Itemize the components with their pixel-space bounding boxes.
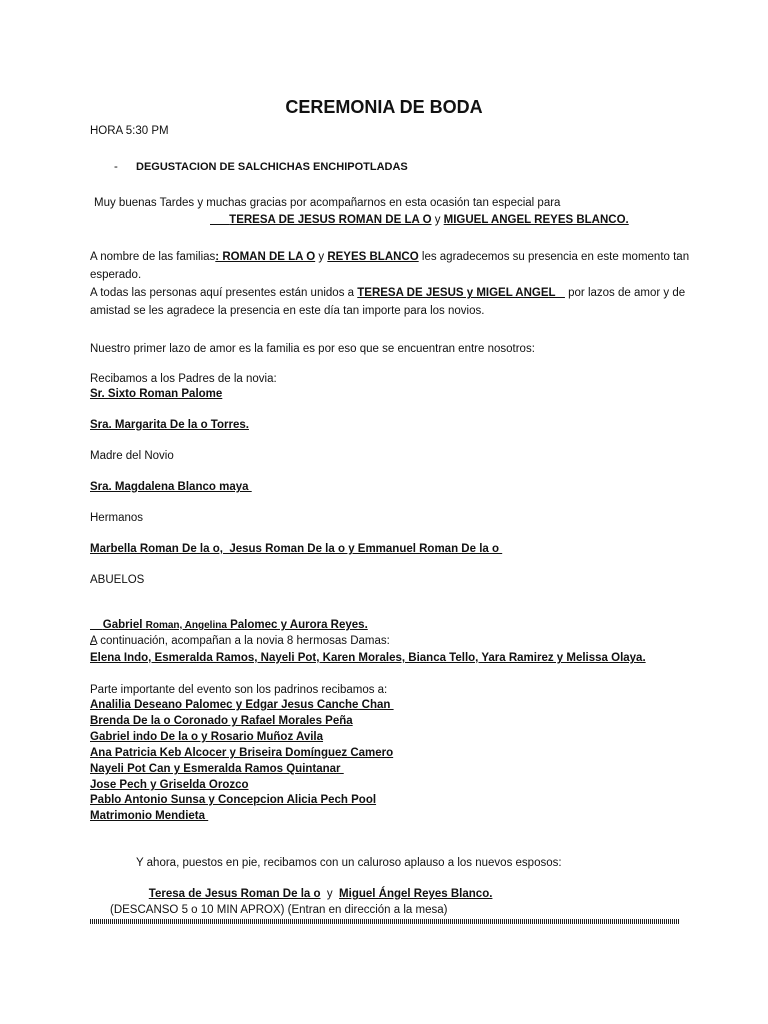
bride-father: Sr. Sixto Roman Palome	[90, 388, 223, 400]
groom-mother-heading: Madre del Novio	[90, 450, 174, 462]
family-name-2: REYES BLANCO	[327, 251, 419, 263]
closing-line: Y ahora, puestos en pie, recibamos con un caluroso aplauso a los nuevos esposos:	[136, 857, 562, 869]
degustacion-item: DEGUSTACION DE SALCHICHAS ENCHIPOTLADAS	[136, 161, 408, 173]
damas-heading: A continuación, acompañan a la novia 8 hermosas Damas:	[90, 635, 390, 647]
grandparents-heading: ABUELOS	[90, 574, 145, 586]
attendees-prefix: A todas las personas aquí presentes están unidos a	[90, 287, 358, 299]
padrino-pair: Matrimonio Mendieta	[90, 810, 209, 822]
siblings-names: Marbella Roman De la o, Jesus Roman De la o y Emmanuel Roman De la o	[90, 543, 503, 555]
padrino-pair: Analilia Deseano Palomec y Edgar Jesus Canche Chan	[90, 699, 394, 711]
siblings-heading: Hermanos	[90, 512, 144, 524]
grandparent-part-2: Roman, Angelina	[145, 620, 227, 631]
groom-mother-name: Sra. Magdalena Blanco maya	[90, 481, 252, 493]
bullet-dash: -	[114, 161, 118, 173]
groom-name: MIGUEL ANGEL REYES BLANCO.	[443, 214, 629, 226]
bride-mother: Sra. Margarita De la o Torres.	[90, 419, 249, 431]
descanso-note: (DESCANSO 5 o 10 MIN APROX) (Entran en dirección a la mesa)	[110, 904, 448, 916]
families-line-2: esperado.	[90, 269, 142, 281]
closing-bride-name: Teresa de Jesus Roman De la o	[148, 888, 321, 900]
families-suffix: les agradecemos su presencia en este momento tan	[418, 251, 690, 263]
and-text: y	[431, 214, 444, 226]
padrino-pair: Brenda De la o Coronado y Rafael Morales Peña	[90, 715, 353, 727]
ceremony-time: HORA 5:30 PM	[90, 125, 169, 137]
closing-groom-name: Miguel Ángel Reyes Blanco.	[339, 888, 493, 900]
padrinos-heading: Parte importante del evento son los padrinos recibamos a:	[90, 684, 388, 696]
padrino-pair: Nayeli Pot Can y Esmeralda Ramos Quintanar	[90, 763, 344, 775]
welcome-line: Muy buenas Tardes y muchas gracias por acompañarnos en esta ocasión tan especial para	[94, 197, 561, 209]
welcome-couple-line	[210, 213, 629, 227]
padrino-pair: Gabriel indo De la o y Rosario Muñoz Avila	[90, 731, 324, 743]
padrino-pair: Jose Pech y Griselda Orozco	[90, 779, 249, 791]
dotted-divider	[90, 919, 680, 924]
grandparent-part-1: Gabriel	[102, 619, 146, 631]
attendees-line-2: amistad se les agradece la presencia en este día tan importe para los novios.	[90, 305, 485, 317]
families-prefix: A nombre de las familias	[90, 251, 216, 263]
lazo-line: Nuestro primer lazo de amor es la familia es por eso que se encuentran entre nosotros:	[90, 343, 535, 355]
blank-underline	[210, 214, 229, 226]
damas-names: Elena Indo, Esmeralda Ramos, Nayeli Pot, Karen Morales, Bianca Tello, Yara Ramirez y Melissa Olaya.	[90, 652, 646, 664]
families-and: y	[315, 251, 328, 263]
families-line	[90, 250, 689, 264]
attendees-suffix: por lazos de amor y de	[564, 287, 686, 299]
padrino-pair: Pablo Antonio Sunsa y Concepcion Alicia Pech Pool	[90, 794, 377, 806]
grandparent-part-3: Palomec y Aurora Reyes.	[226, 619, 368, 631]
bride-name: TERESA DE JESUS ROMAN DE LA O	[229, 214, 432, 226]
attendees-couple: TERESA DE JESUS y MIGEL ANGEL	[357, 287, 565, 299]
closing-and: y	[320, 888, 340, 900]
page-title: CEREMONIA DE BODA	[285, 97, 483, 117]
family-name-1: : ROMAN DE LA O	[215, 251, 316, 263]
bride-parents-heading: Recibamos a los Padres de la novia:	[90, 373, 277, 385]
attendees-line	[90, 286, 685, 300]
padrino-pair: Ana Patricia Keb Alcocer y Briseira Domínguez Camero	[90, 747, 394, 759]
